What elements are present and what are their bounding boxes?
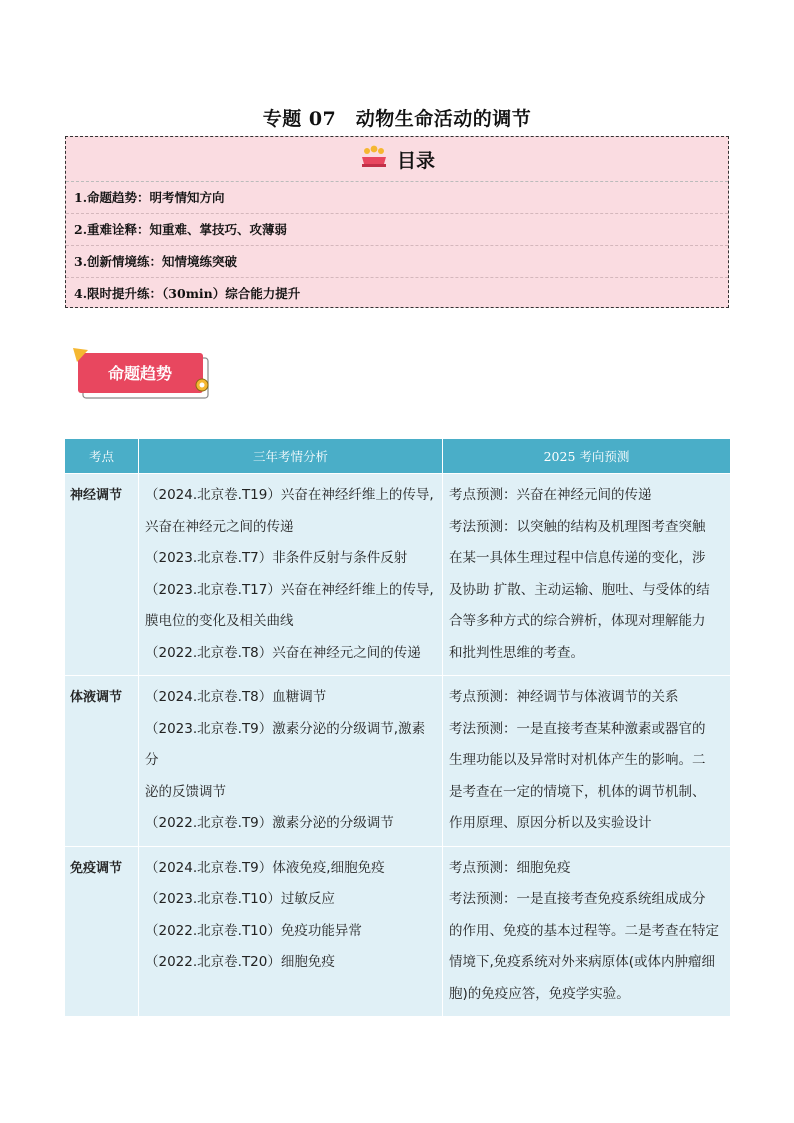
- forecast-line: 的作用、免疫的基本过程等。二是考查在特定: [449, 922, 719, 939]
- analysis-line: 兴奋在神经元之间的传递: [145, 518, 294, 535]
- topic-cell: 神经调节: [65, 474, 139, 676]
- banner-label: 命题趋势: [107, 364, 173, 383]
- table-header-row: [65, 439, 731, 474]
- toc-item: 4.限时提升练：（30min）综合能力提升: [74, 286, 301, 301]
- forecast-line: 考法预测：一是直接考查某种激素或器官的: [449, 720, 706, 737]
- page-title: 专题 07 动物生命活动的调节: [262, 108, 532, 130]
- analysis-cell: [139, 474, 443, 676]
- analysis-line: 泌的反馈调节: [145, 783, 226, 800]
- analysis-line: （2022.北京卷.T10）免疫功能异常: [145, 922, 362, 939]
- toc-header: [66, 137, 728, 182]
- forecast-cell: [443, 676, 731, 847]
- header-topic: 考点: [65, 439, 139, 474]
- toc-heading: 目录: [396, 149, 435, 172]
- forecast-line: 合等多种方式的综合辨析，体现对理解能力: [449, 613, 706, 629]
- forecast-line: 及协助 扩散、主动运输、胞吐、与受体的结: [449, 581, 710, 598]
- analysis-line: 膜电位的变化及相关曲线: [145, 613, 294, 629]
- analysis-line: （2023.北京卷.T10）过敏反应: [145, 891, 335, 907]
- forecast-line: 考法预测：一是直接考查免疫系统组成成分: [449, 891, 706, 907]
- forecast-line: 考法预测：以突触的结构及机理图考查突触: [449, 518, 706, 535]
- forecast-cell: [443, 846, 731, 1017]
- analysis-line: （2022.北京卷.T8）兴奋在神经元之间的传递: [145, 644, 421, 661]
- table-row: [65, 846, 731, 1017]
- toc-item: 1.命题趋势：明考情知方向: [66, 182, 728, 214]
- analysis-line: （2023.北京卷.T17）兴奋在神经纤维上的传导,: [145, 581, 434, 598]
- forecast-line: 作用原理、原因分析以及实验设计: [449, 815, 652, 831]
- topic-cell: 体液调节: [65, 676, 139, 847]
- crown-icon: [359, 145, 389, 173]
- analysis-line: （2024.北京卷.T8）血糖调节: [145, 689, 327, 705]
- table-of-contents: [65, 136, 729, 308]
- analysis-line: （2022.北京卷.T9）激素分泌的分级调节: [145, 815, 394, 831]
- analysis-line: （2024.北京卷.T19）兴奋在神经纤维上的传导,: [145, 487, 434, 503]
- analysis-cell: [139, 676, 443, 847]
- analysis-line: （2023.北京卷.T9）激素分泌的分级调节,激素分: [145, 720, 426, 768]
- table-row: [65, 474, 731, 676]
- forecast-line: 考点预测：细胞免疫: [449, 859, 571, 876]
- toc-item: 3.创新情境练：知情境练突破: [66, 246, 728, 278]
- section-banner: [72, 348, 212, 402]
- exam-analysis-table: [64, 438, 730, 1017]
- forecast-line: 生理功能以及异常时对机体产生的影响。二: [449, 752, 706, 768]
- forecast-line: 考点预测：神经调节与体液调节的关系: [449, 689, 679, 705]
- forecast-line: 情境下,免疫系统对外来病原体(或体内肿瘤细: [449, 954, 716, 970]
- toc-item: 2.重难诠释：知重难、掌技巧、攻薄弱: [66, 214, 728, 246]
- analysis-line: （2022.北京卷.T20）细胞免疫: [145, 954, 335, 970]
- forecast-line: 胞)的免疫应答，免疫学实验。: [449, 985, 630, 1002]
- analysis-cell: [139, 846, 443, 1017]
- forecast-cell: [443, 474, 731, 676]
- forecast-line: 考点预测：兴奋在神经元间的传递: [449, 487, 652, 503]
- analysis-line: （2024.北京卷.T9）体液免疫,细胞免疫: [145, 859, 385, 876]
- forecast-line: 和批判性思维的考查。: [449, 644, 584, 661]
- topic-cell: 免疫调节: [65, 846, 139, 1017]
- forecast-line: 是考查在一定的情境下，机体的调节机制、: [449, 783, 706, 800]
- analysis-line: （2023.北京卷.T7）非条件反射与条件反射: [145, 550, 408, 566]
- table-row: [65, 676, 731, 847]
- header-forecast: 2025 考向预测: [443, 439, 731, 474]
- forecast-line: 在某一具体生理过程中信息传递的变化，涉: [449, 550, 706, 566]
- header-analysis: 三年考情分析: [139, 439, 443, 474]
